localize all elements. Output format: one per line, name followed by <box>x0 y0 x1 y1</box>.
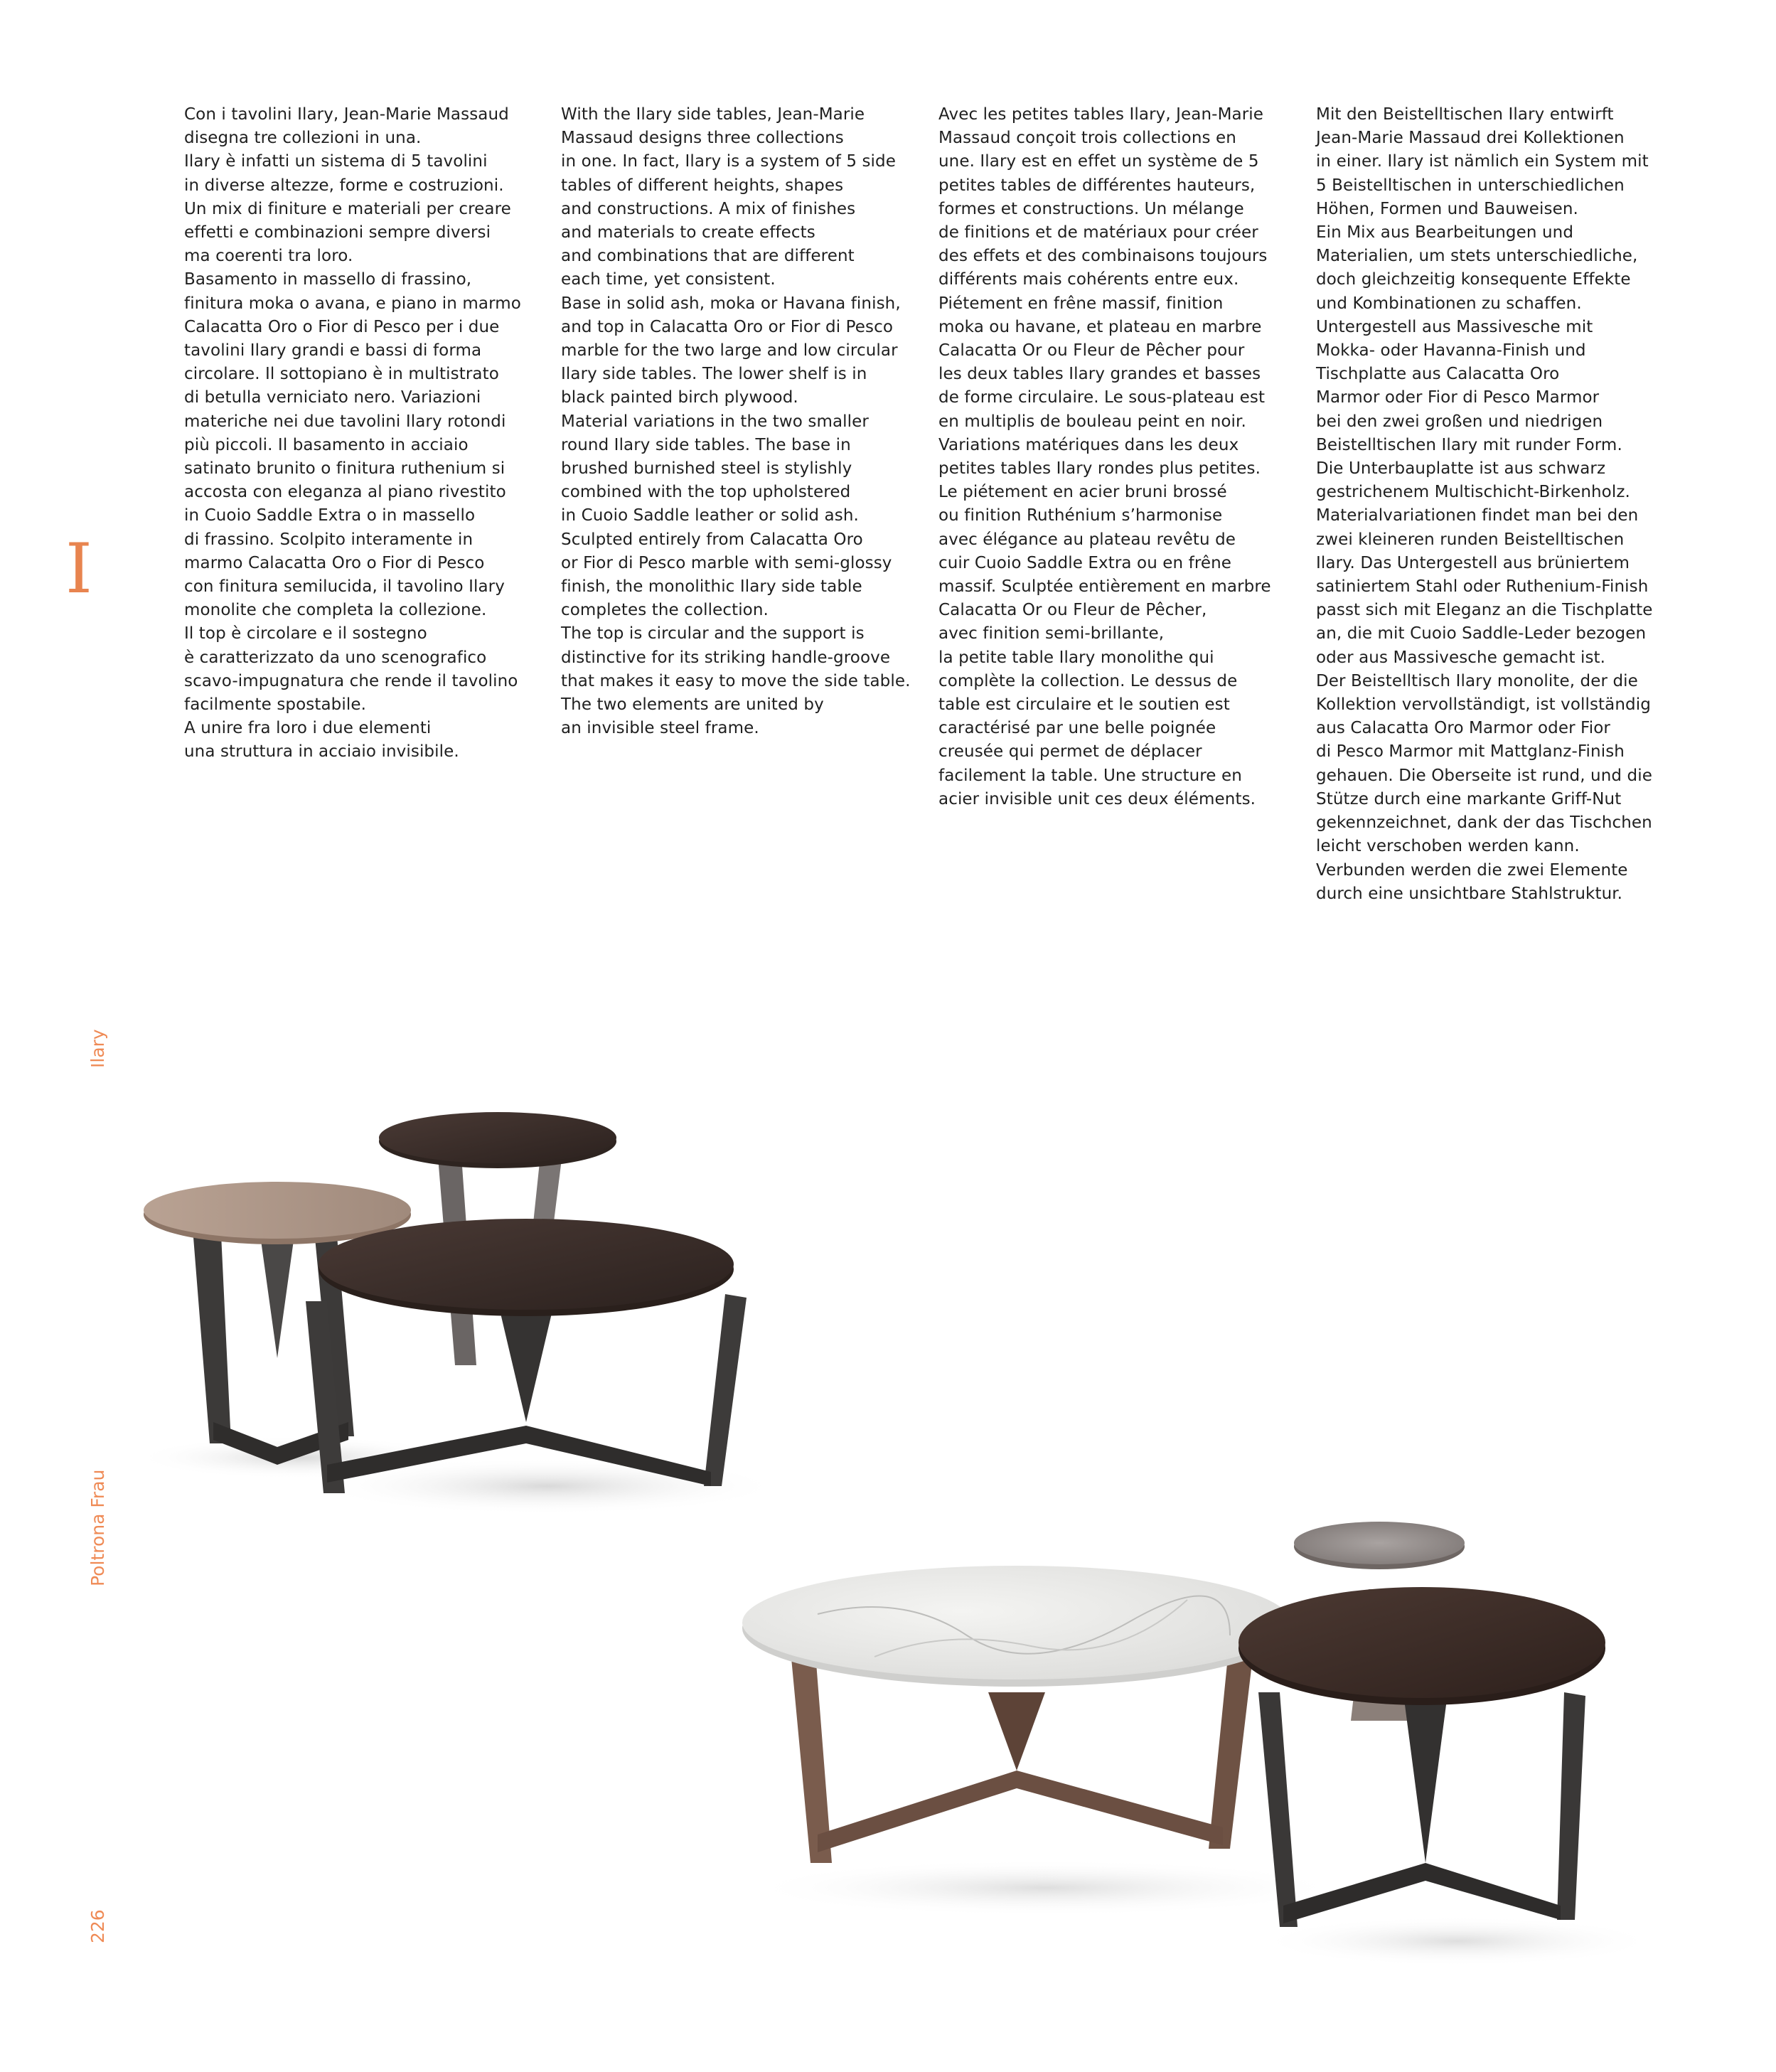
section-initial: I <box>65 529 92 609</box>
page-number: 226 <box>87 1909 108 1943</box>
text-column-french <box>938 103 1294 811</box>
side-table-wood-round <box>1239 1587 1605 1927</box>
paragraph-english: With the Ilary side tables, Jean-Marie Massaud designs three collections in one. In fact, Ilary is a system of 5 side tables of different heights, shapes and constructions. A mix of finishes and materials to create effects and combinations that are different each time, yet consistent. Base in solid ash, moka or Havana finish, and top in Calacatta Oro or Fior di Pesco marble for the two large and low circular Ilary side tables. The lower shelf is in black painted birch plywood. Material variations in the two smaller round Ilary side tables. The base in brushed burnished steel is stylishly combined with the top upholstered in Cuoio Saddle leather or solid ash. Sculpted entirely from Calacatta Oro or Fior di Pesco marble with semi-glossy finish, the monolithic Ilary side table completes the collection. The top is circular and the support is distinctive for its striking handle-groove that makes it easy to move the side table. The two elements are united by an invisible steel frame. <box>561 105 911 738</box>
text-column-german <box>1316 103 1671 906</box>
product-photo-three-tables <box>142 1088 924 1543</box>
coffee-table-marble-large <box>742 1566 1291 1863</box>
paragraph-french: Avec les petites tables Ilary, Jean-Marie Massaud conçoit trois collections en une. Ilary est en effet un système de 5 petites tables de différentes hauteurs, formes et constructions. Un mélange de finitions et de matériaux pour créer des effets et des combinaisons toujours différents mais cohérents entre eux. Piétement en frêne massif, finition moka ou havane, et plateau en marbre Calacatta Or ou Fleur de Pêcher pour les deux tables Ilary grandes et basses de forme circulaire. Le sous-plateau est en multiplis de bouleau peint en noir. Variations matériques dans les deux petites tables Ilary rondes plus petites. Le piétement en acier bruni brossé ou finition Ruthénium s’harmonise avec élégance au plateau revêtu de cuir Cuoio Saddle Extra ou en frêne massif. Sculptée entièrement en marbre Calacatta Or ou Fleur de Pêcher, avec finition semi-brillante, la petite table Ilary monolithe qui complète la collection. Le dessus de table est circulaire et le soutien est caractérisé par une belle poignée creusée qui permet de déplacer facilement la table. Une structure en acier invisible unit ces deux éléments. <box>938 105 1271 808</box>
text-column-english <box>561 103 916 740</box>
paragraph-german: Mit den Beistelltischen Ilary entwirft Jean-Marie Massaud drei Kollektionen in einer. Ilary ist nämlich ein System mit 5 Beistelltischen in unterschiedlichen Höhen, Formen und Bauweisen. Ein Mix aus Bearbeitungen und Materialien, um stets unterschiedliche, doch gleichzeitig konsequente Effekte und Kombinationen zu schaffen. Untergestell aus Massivesche mit Mokka- oder Havanna-Finish und Tischplatte aus Calacatta Oro Marmor oder Fior di Pesco Marmor bei den zwei großen und niedrigen Beistelltischen Ilary mit runder Form. Die Unterbauplatte ist aus schwarz gestrichenem Multischicht-Birkenholz. Materialvariationen findet man bei den zwei kleineren runden Beistelltischen Ilary. Das Untergestell aus brüniertem satiniertem Stahl oder Ruthenium-Finish passt sich mit Eleganz an die Tischplatte an, die mit Cuoio Saddle-Leder bezogen oder aus Massivesche gemacht ist. Der Beistelltisch Ilary monolite, der die Kollektion vervollständigt, ist vollständig aus Calacatta Oro Marmor oder Fior di Pesco Marmor mit Mattglanz-Finish gehauen. Die Oberseite ist rund, und die Stütze durch eine markante Griff-Nut gekennzeichnet, dank der das Tischchen leicht verschoben werden kann. Verbunden werden die zwei Elemente durch eine unsichtbare Stahlstruktur. <box>1316 105 1653 903</box>
table-shadow <box>1258 1916 1657 1966</box>
product-photo-marble-tables <box>732 1493 1657 1977</box>
side-table-leather-top <box>144 1182 411 1465</box>
paragraph-italian: Con i tavolini Ilary, Jean-Marie Massaud disegna tre collezioni in una. Ilary è infatti un sistema di 5 tavolini in diverse altezze, forme e costruzioni. Un mix di finiture e materiali per creare effetti e combinazioni sempre diversi ma coerenti tra loro. Basamento in massello di frassino, finitura moka o avana, e piano in marmo Calacatta Oro o Fior di Pesco per i due tavolini Ilary grandi e bassi di forma circolare. Il sottopiano è in multistrato di betulla verniciato nero. Variazioni materiche nei due tavolini Ilary rotondi più piccoli. Il basamento in acciaio satinato brunito o finitura ruthenium si accosta con eleganza al piano rivestito in Cuoio Saddle Extra o in massello di frassino. Scolpito interamente in marmo Calacatta Oro o Fior di Pesco con finitura semilucida, il tavolino Ilary monolite che completa la collezione. Il top è circolare e il sostegno è caratterizzato da uno scenografico scavo-impugnatura che rende il tavolino facilmente spostabile. A unire fra loro i due elementi una struttura in acciaio invisibile. <box>184 105 521 762</box>
table-shadow <box>747 1859 1344 1916</box>
text-column-italian <box>184 103 540 764</box>
brand-label: Poltrona Frau <box>87 1469 108 1586</box>
collection-label: Ilary <box>87 1029 108 1068</box>
